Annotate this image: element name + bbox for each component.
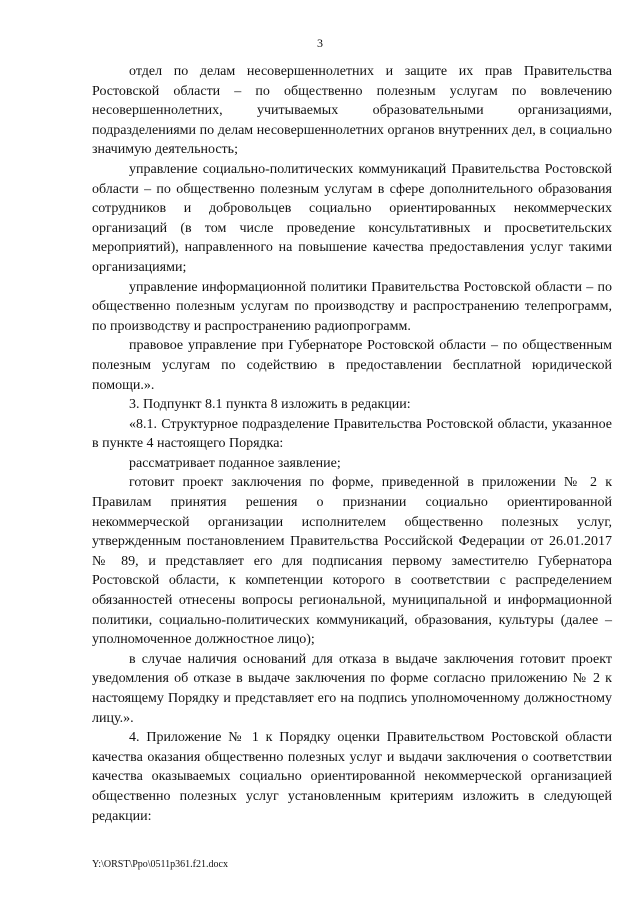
paragraph-reviews-application: рассматривает поданное заявление; xyxy=(129,455,341,471)
paragraph-subclause-8-1: «8.1. Структурное подразделение Правительства Ростовской области, указанное в пункте 4 настоящего Порядка: xyxy=(92,416,612,452)
paragraph-information-policy: управление информационной политики Правительства Ростовской области – по общественно полезным услугам по производству и распространению телепрограмм, по производству и распространению радиопрограмм. xyxy=(92,279,612,334)
paragraph-prepares-draft-conclusion: готовит проект заключения по форме, приведенной в приложении № 2 к Правилам принятия решения о признании социально ориентированной некоммерческой организации исполнителем общественно полезных услуг, утвержденным постановлением Правительства Российской Федерации от 26.01.2017 № 89, и представляет его для подписания первому заместителю Губернатора Ростовской области, к компетенции которого в соответствии с распределением обязанностей отнесены вопросы региональной, муниципальной и информационной политики, социально-политических коммуникаций, образования, культуры (далее – уполномоченное должностное лицо); xyxy=(92,475,612,648)
paragraph-item-3: 3. Подпункт 8.1 пункта 8 изложить в редакции: xyxy=(129,397,411,413)
paragraph-juvenile-affairs-dept: отдел по делам несовершеннолетних и защите их прав Правительства Ростовской области – по общественно полезным услугам по вовлечению несовершеннолетних, учитываемых образовательными организациями, подразделениями по делам несовершеннолетних органов внутренних дел, в социально значимую деятельность; xyxy=(92,64,612,158)
footer-file-path: Y:\ORST\Ppo\0511p361.f21.docx xyxy=(92,859,228,870)
paragraph-refusal-notice: в случае наличия оснований для отказа в выдаче заключения готовит проект уведомления об отказе в выдаче заключения по форме согласно приложению № 2 к настоящему Порядку и представляет его на подпись уполномоченному должностному лицу.». xyxy=(92,651,612,726)
paragraph-legal-department: правовое управление при Губернаторе Ростовской области – по общественным полезным услугам по содействию в предоставлении бесплатной юридической помощи.». xyxy=(92,338,612,393)
page-number: 3 xyxy=(317,36,323,50)
paragraph-socio-political-communications: управление социально-политических коммуникаций Правительства Ростовской области – по общественно полезным услугам в сфере дополнительного образования сотрудников и добровольцев социально ориентированных некоммерческих организаций (в том числе проведение консультативных и просветительских мероприятий), направленного на повышение качества предоставления услуг такими организациями; xyxy=(92,161,612,275)
document-body xyxy=(92,62,612,826)
paragraph-item-4: 4. Приложение № 1 к Порядку оценки Правительством Ростовской области качества оказания общественно полезных услуг и выдачи заключения о соответствии качества оказываемых социально ориентированной некоммерческой организацией общественно полезных услуг установленным критериям изложить в следующей редакции: xyxy=(92,730,612,824)
